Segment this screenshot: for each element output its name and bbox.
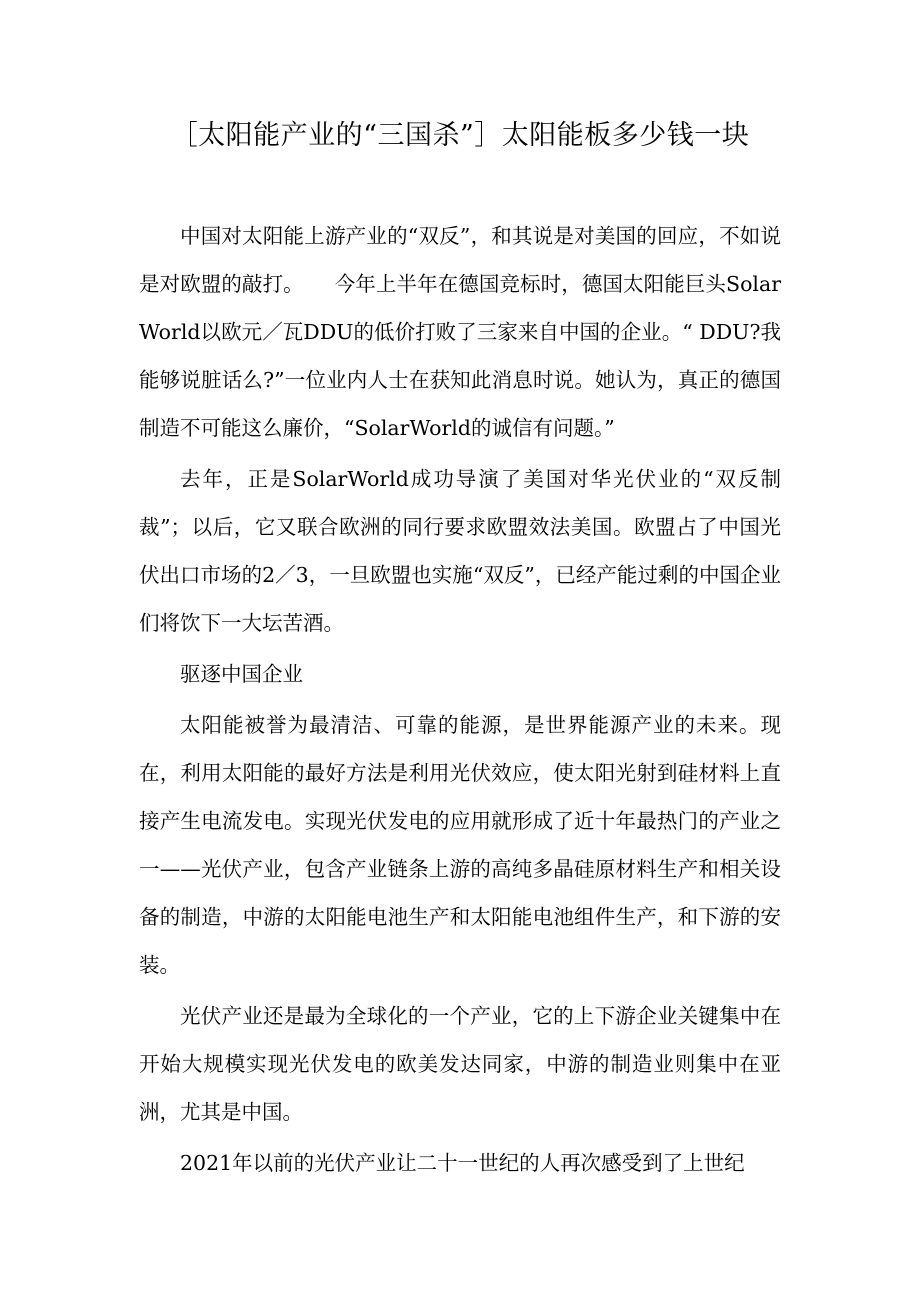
section-heading: 驱逐中国企业 [180, 662, 303, 686]
paragraph: 中国对太阳能上游产业的“双反”，和其说是对美国的回应，不如说是对欧盟的敲打。 今年上半年在德国竞标时，德国太阳能巨头SolarWorld以欧元／瓦DDU的低价打败了三家来自中国的企业。“ DDU?我能够说脏话么?”一位业内人士在获知此消息时说。她认为，真正的德国制造不可能这么廉价，“SolarWorld的诚信有问题。” [139, 224, 781, 440]
document-title: ［太阳能产业的“三国杀”］太阳能板多少钱一块 [170, 120, 750, 151]
paragraph: 光伏产业还是最为全球化的一个产业，它的上下游企业关键集中在开始大规模实现光伏发电的欧美发达同家，中游的制造业则集中在亚洲，尤其是中国。 [139, 1004, 781, 1124]
document-body [139, 212, 781, 1190]
paragraph: 太阳能被誉为最清洁、可靠的能源，是世界能源产业的未来。现在，利用太阳能的最好方法是利用光伏效应，使太阳光射到硅材料上直接产生电流发电。实现光伏发电的应用就形成了近十年最热门的产业之一——光伏产业，包含产业链条上游的高纯多晶硅原材料生产和相关设备的制造，中游的太阳能电池生产和太阳能电池组件生产，和下游的安装。 [139, 713, 781, 977]
paragraph: 2021年以前的光伏产业让二十一世纪的人再次感受到了上世纪 [180, 1151, 745, 1175]
paragraph: 去年，正是SolarWorld成功导演了美国对华光伏业的“双反制裁”；以后，它又联合欧洲的同行要求欧盟效法美国。欧盟占了中国光伏出口市场的2／3，一旦欧盟也实施“双反”，已经产能过剩的中国企业们将饮下一大坛苦酒。 [139, 467, 781, 635]
